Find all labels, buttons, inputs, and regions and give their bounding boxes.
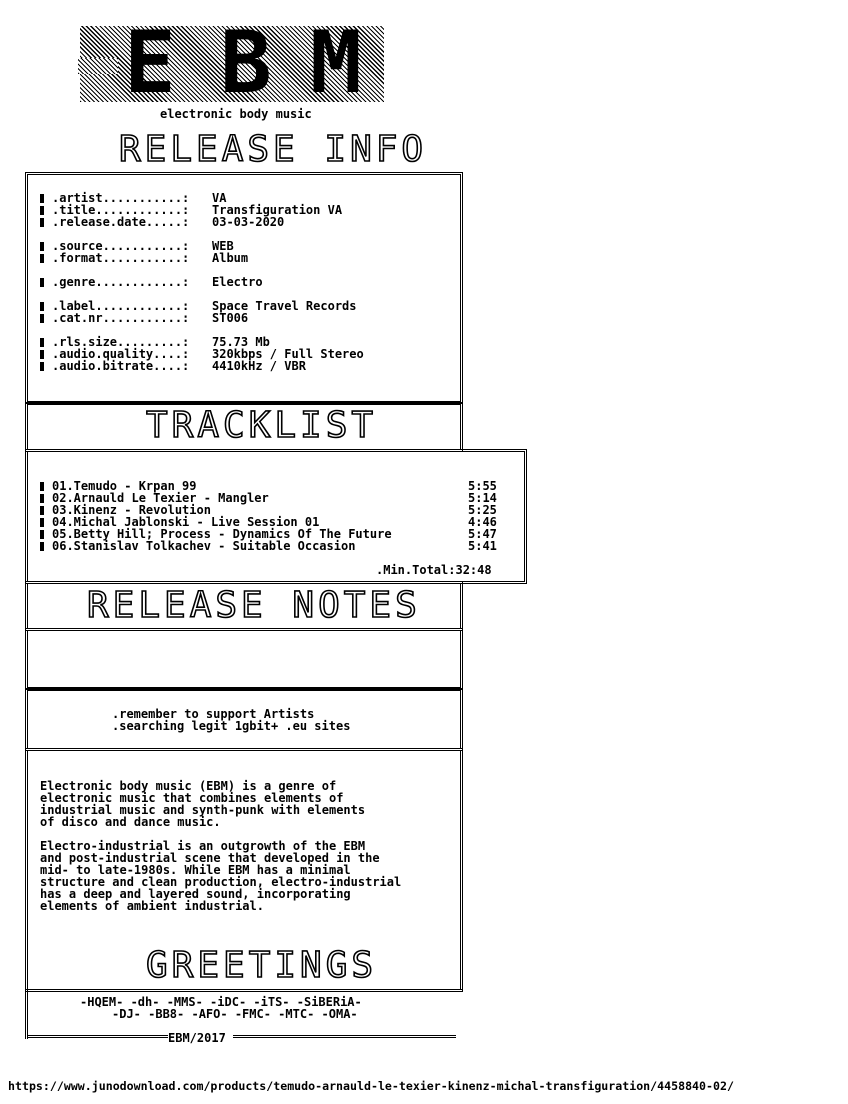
info-row-label: .label............: Space Travel Records	[40, 300, 364, 312]
bullet-icon	[40, 218, 44, 227]
info-row-rls-size: .rls.size.........: 75.73 Mb	[40, 336, 364, 348]
description-line: mid- to late-1980s. While EBM has a minimal	[40, 863, 351, 877]
tracklist-total: .Min.Total:32:48	[376, 563, 492, 577]
info-row-artist: .artist...........: VA	[40, 192, 364, 204]
ebm-logo	[78, 13, 388, 113]
greetings-line-1: -HQEM- -dh- -MMS- -iDC- -iTS- -SiBERiA-	[80, 995, 362, 1009]
support-line-1: .remember to support Artists	[112, 707, 315, 721]
greetings-frame-top	[25, 989, 463, 992]
track-row: 02.Arnauld Le Texier - Mangler 5:14	[40, 492, 497, 504]
bullet-icon	[40, 254, 44, 263]
description-line: structure and clean production, electro-industrial	[40, 875, 402, 889]
tracklist	[40, 480, 497, 552]
bullet-icon	[40, 506, 44, 515]
bullet-icon	[40, 338, 44, 347]
info-row-audio-bitrate: .audio.bitrate....: 4410kHz / VBR	[40, 360, 364, 372]
heading-release-info: RELEASE INFO	[119, 129, 428, 170]
bullet-icon	[40, 494, 44, 503]
tagline: electronic body music	[160, 107, 312, 121]
footer-rule-left	[28, 1035, 168, 1039]
description-line: of disco and dance music.	[40, 815, 221, 829]
info-row-format: .format...........: Album	[40, 252, 364, 264]
bullet-icon	[40, 278, 44, 287]
bullet-icon	[40, 194, 44, 203]
logo-letter-e: E	[124, 13, 176, 113]
bullet-icon	[40, 350, 44, 359]
info-row-title: .title............: Transfiguration VA	[40, 204, 364, 216]
description-line: industrial music and synth-punk with elements	[40, 803, 366, 817]
track-row: 03.Kinenz - Revolution 5:25	[40, 504, 497, 516]
info-row-cat-nr: .cat.nr...........: ST006	[40, 312, 364, 324]
support-line-2: .searching legit 1gbit+ .eu sites	[112, 719, 351, 733]
description-line: electronic music that combines elements of	[40, 791, 344, 805]
release-notes-box	[25, 628, 463, 690]
description-line: Electro-industrial is an outgrowth of the EBM	[40, 839, 366, 853]
info-row-source: .source...........: WEB	[40, 240, 364, 252]
footer-tag: EBM/2017	[168, 1031, 226, 1045]
greetings-line-2: -DJ- -BB8- -AFO- -FMC- -MTC- -OMA-	[112, 1007, 358, 1021]
bullet-icon	[40, 542, 44, 551]
track-row: 05.Betty Hill; Process - Dynamics Of The Future 5:47	[40, 528, 497, 540]
bullet-icon	[40, 314, 44, 323]
bullet-icon	[40, 362, 44, 371]
bullet-icon	[40, 518, 44, 527]
greetings-frame-left	[25, 989, 31, 1039]
info-row-genre: .genre............: Electro	[40, 276, 364, 288]
bullet-icon	[40, 302, 44, 311]
track-row: 04.Michal Jablonski - Live Session 01 4:46	[40, 516, 497, 528]
description-line: Electronic body music (EBM) is a genre of	[40, 779, 337, 793]
heading-release-notes: RELEASE NOTES	[87, 585, 421, 626]
logo-letter-m: M	[310, 13, 362, 113]
logo-hatch-tail	[78, 58, 118, 74]
footer-rule-right	[233, 1035, 456, 1039]
description-line: elements of ambient industrial.	[40, 899, 264, 913]
description-line: has a deep and layered sound, incorporating	[40, 887, 351, 901]
track-row: 06.Stanislav Tolkachev - Suitable Occasion 5:41	[40, 540, 497, 552]
bullet-icon	[40, 530, 44, 539]
bullet-icon	[40, 206, 44, 215]
heading-greetings: GREETINGS	[146, 945, 378, 986]
bullet-icon	[40, 482, 44, 491]
logo-letter-b: B	[220, 13, 272, 113]
description-line: and post-industrial scene that developed in the	[40, 851, 380, 865]
description	[40, 780, 401, 912]
info-row-audio-quality: .audio.quality....: 320kbps / Full Stereo	[40, 348, 364, 360]
source-url: https://www.junodownload.com/products/temudo-arnauld-le-texier-kinenz-michal-transfiguration/4458840-02/	[8, 1079, 734, 1093]
bullet-icon	[40, 242, 44, 251]
info-row-release-date: .release.date.....: 03-03-2020	[40, 216, 364, 228]
release-info-list	[40, 192, 364, 372]
track-row: 01.Temudo - Krpan 99 5:55	[40, 480, 497, 492]
heading-tracklist: TRACKLIST	[146, 405, 378, 446]
